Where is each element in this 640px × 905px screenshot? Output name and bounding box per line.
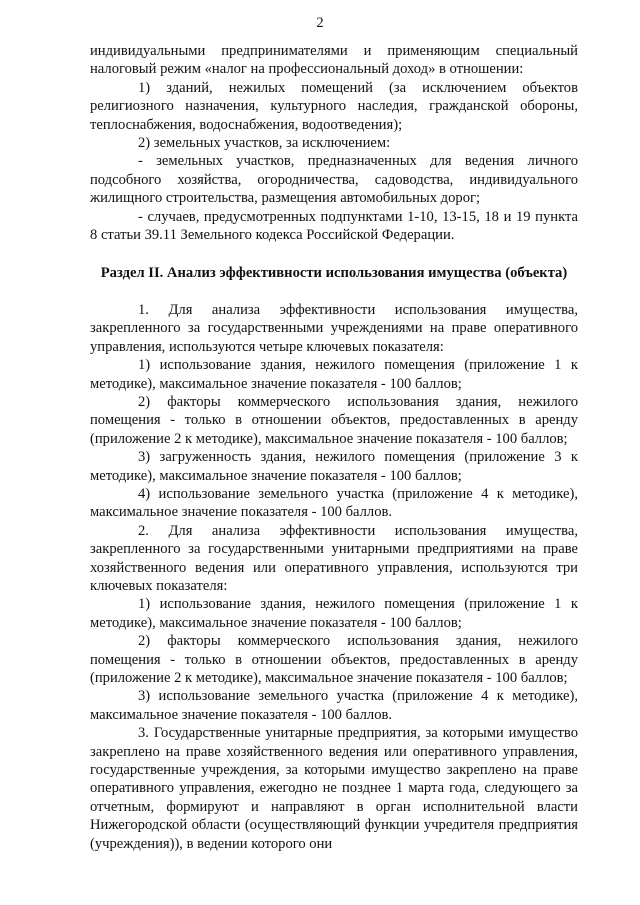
paragraph-enterprises: 2. Для анализа эффективности использования имущества, закрепленного за государственными унитарными предприятиями на праве хозяйственного ведения или оперативного управления, используются три ключевых показателя: xyxy=(90,522,578,594)
indicator-building-load: 3) загруженность здания, нежилого помещения (приложение 3 к методике), максимальное значение показателя - 100 баллов; xyxy=(90,449,578,484)
list-subitem-cases: - случаев, предусмотренных подпунктами 1-10, 13-15, 18 и 19 пункта 8 статьи 39.11 Земельного кодекса Российской Федерации. xyxy=(90,208,578,244)
paragraph-reporting: 3. Государственные унитарные предприятия, за которыми имущество закреплено на праве хозяйственного ведения или оперативного управления, государственные учреждения, за которыми имущество закреплено на праве оперативного управления, ежегодно не позднее 1 марта года, следующего за отчетным, формируют и направляют в орган исполнительной власти Нижегородской области (осуществляющий функции учредителя предприятия (учреждения)), в ведении которого они xyxy=(90,725,578,852)
paragraph-continuation: индивидуальными предпринимателями и применяющим специальный налоговый режим «налог на профессиональный доход» в отношении: xyxy=(90,43,578,78)
indicator-building-use-enterprise: 1) использование здания, нежилого помещения (приложение 1 к методике), максимальное значение показателя - 100 баллов; xyxy=(90,596,578,631)
paragraph-institutions: 1. Для анализа эффективности использования имущества, закрепленного за государственными учреждениями на праве оперативного управления, используются четыре ключевых показателя: xyxy=(90,301,578,355)
section-heading: Раздел II. Анализ эффективности использования имущества (объекта) xyxy=(100,265,568,282)
list-item-land-plots: 2) земельных участков, за исключением: xyxy=(138,135,391,152)
list-item-buildings: 1) зданий, нежилых помещений (за исключением объектов религиозного назначения, культурного наследия, гражданской обороны, теплоснабжения, водоснабжения, водоотведения); xyxy=(90,79,578,133)
indicator-land-use-enterprise: 3) использование земельного участка (приложение 4 к методике), максимальное значение показателя - 100 баллов. xyxy=(90,688,578,723)
indicator-commercial-factors-enterprise: 2) факторы коммерческого использования здания, нежилого помещения - только в отношении объектов, предоставленных в аренду (приложение 2 к методике), максимальное значение показателя - 100 баллов; xyxy=(90,633,578,686)
document-body xyxy=(90,42,578,853)
indicator-building-use: 1) использование здания, нежилого помещения (приложение 1 к методике), максимальное значение показателя - 100 баллов; xyxy=(90,357,578,392)
list-subitem-land-purpose: - земельных участков, предназначенных для ведения личного подсобного хозяйства, огородничества, садоводства, индивидуального жилищного строительства, размещения автомобильных дорог; xyxy=(90,153,578,207)
page-number: 2 xyxy=(316,15,324,31)
indicator-land-use: 4) использование земельного участка (приложение 4 к методике), максимальное значение показателя - 100 баллов. xyxy=(90,485,578,521)
indicator-commercial-factors: 2) факторы коммерческого использования здания, нежилого помещения - только в отношении объектов, предоставленных в аренду (приложение 2 к методике), максимальное значение показателя - 100 баллов; xyxy=(90,393,578,447)
